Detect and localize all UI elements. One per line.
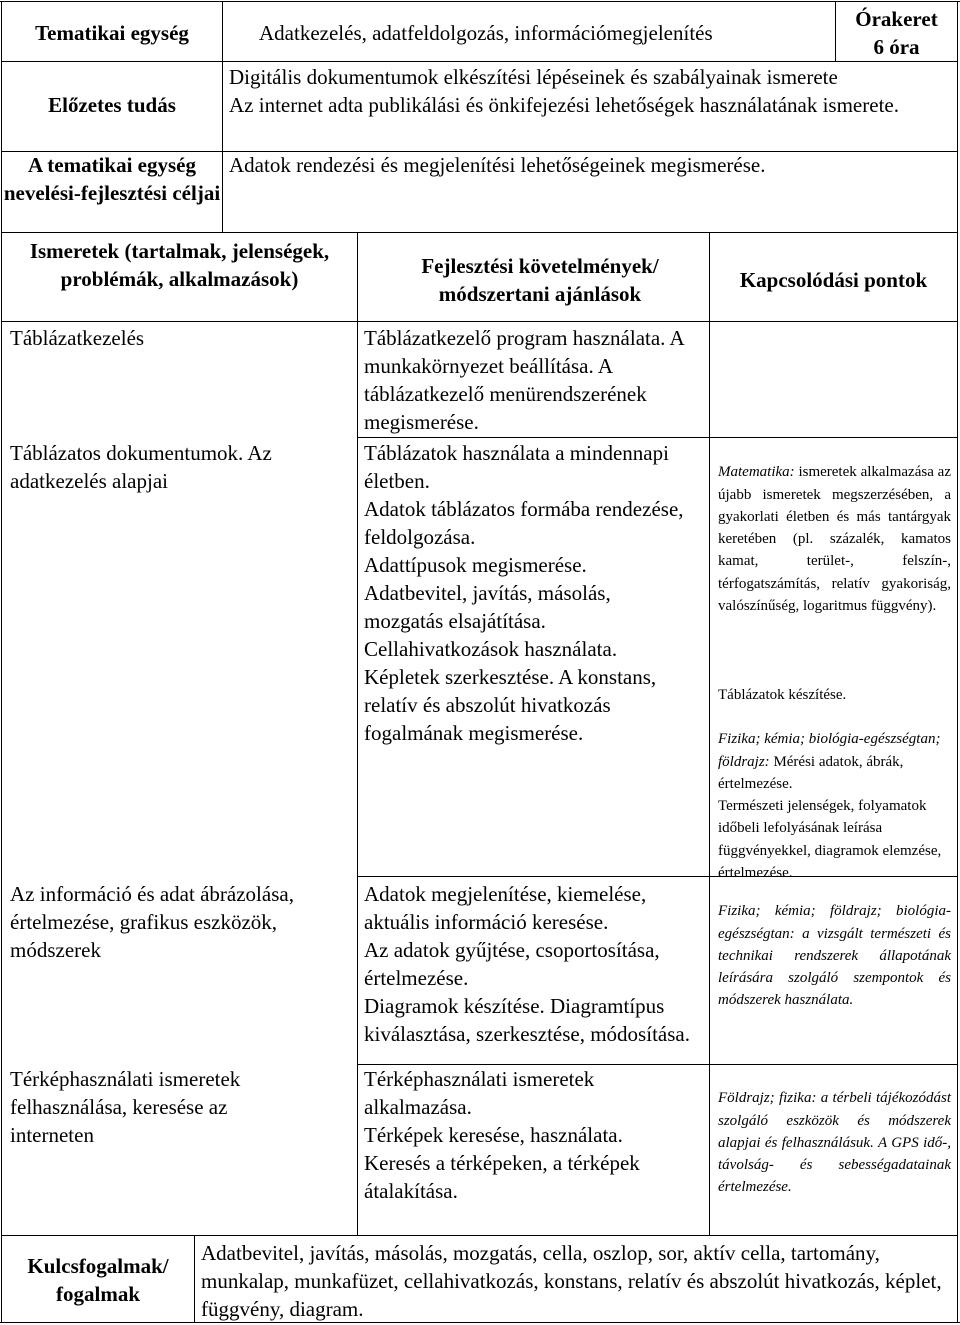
row1-requirements: Táblázatkezelő program használata. A munkakörnyezet beállítása. A táblázatkezelő menürendszerének megismerése. bbox=[364, 326, 684, 434]
col-header-links: Kapcsolódási pontok bbox=[739, 268, 928, 292]
border-top bbox=[0, 1, 960, 2]
row-line-colhead bbox=[1, 321, 958, 322]
row2-topic: Táblázatos dokumentumok. Az adatkezelés alapjai bbox=[10, 441, 272, 493]
col-header-knowledge: Ismeretek (tartalmak, jelenségek, problémák, alkalmazások) bbox=[29, 239, 330, 291]
row2-requirements: Táblázatok használata a mindennapi életben. Adatok táblázatos formába rendezése, feldolgozása. Adattípusok megismerése. Adatbevitel, javítás, másolás, mozgatás elsajátítása. Cellahivatkozások használata. Képletek szerkesztése. A konstans, relatív és abszolút hivatkozás fogalmának megismerése. bbox=[364, 441, 684, 745]
row-line-r1 bbox=[357, 437, 958, 438]
row2-links-subject: Matematika: bbox=[718, 464, 795, 481]
row3-links-subject: Fizika; kémia; földrajz; biológia-egészségtan: bbox=[718, 903, 951, 942]
row2-links-text: ismeretek alkalmazása az újabb ismeretek megszerzésében, a gyakorlati életben és más tantárgyak keretében (pl. százalék, kamatos kamat, terület-, felszín-, térfogatszámítás, relatív gyakoriság, valószínűség, logaritmus függvény). bbox=[718, 464, 951, 615]
header-label: Tematikai egység bbox=[35, 21, 189, 45]
hours-value: 6 óra bbox=[873, 35, 920, 59]
row2-links-extra: Táblázatok készítése. bbox=[718, 687, 847, 703]
header-title: Adatkezelés, adatfeldolgozás, információmegjelenítés bbox=[259, 21, 713, 45]
row1-topic: Táblázatkezelés bbox=[10, 326, 145, 350]
prerequisites-label: Előzetes tudás bbox=[48, 93, 176, 117]
row4-topic: Térképhasználati ismeretek felhasználása, keresése az interneten bbox=[10, 1067, 241, 1147]
row-line-3 bbox=[1, 232, 958, 233]
row-line-1 bbox=[1, 61, 958, 62]
row3-links-text: a vizsgált természeti és technikai rendszerek állapotának leírására szolgáló szempontok és módszerek használata. bbox=[718, 925, 951, 1009]
row4-requirements: Térképhasználati ismeretek alkalmazása. Térképek keresése, használata. Keresés a térképeken, a térképek átalakítása. bbox=[364, 1067, 640, 1203]
row4-links-text: a térbeli tájékozódást szolgáló eszközök és módszerek alapjai és felhasználásuk. A GPS idő-, távolság- és sebességadatainak értelmezése. bbox=[718, 1090, 951, 1196]
col-header-requirements: Fejlesztési követelmények/ módszertani ajánlások bbox=[421, 254, 659, 306]
row3-links bbox=[718, 878, 951, 1012]
row2-links-2 bbox=[718, 706, 951, 884]
row2-links2-subject: Fizika; kémia; biológia-egészségtan; földrajz: bbox=[718, 731, 941, 770]
divider-header-label bbox=[222, 1, 223, 232]
divider-keywords bbox=[194, 1235, 195, 1323]
col-divider-1 bbox=[357, 232, 358, 1235]
row4-links bbox=[718, 1065, 951, 1199]
row-line-keywords bbox=[1, 1235, 958, 1236]
row2-links2-text: Mérési adatok, ábrák, értelmezése. Természeti jelenségek, folyamatok időbeli lefolyásának leírása függvényekkel, diagramok elemzése, értelmezése. bbox=[718, 753, 942, 882]
row3-requirements: Adatok megjelenítése, kiemelése, aktuális információ keresése. Az adatok gyűjtése, csoportosítása, értelmezése. Diagramok készítése. Diagramtípus kiválasztása, szerkesztése, módosítása. bbox=[364, 882, 690, 1046]
goals-text: Adatok rendezési és megjelenítési lehetőségeinek megismerése. bbox=[229, 153, 766, 177]
col-divider-2 bbox=[709, 232, 710, 1235]
keywords-text: Adatbevitel, javítás, másolás, mozgatás, cella, oszlop, sor, aktív cella, tartomány, munkalap, munkafüzet, cellahivatkozás, konstans, relatív és abszolút hivatkozás, képlet, függvény, diagram. bbox=[201, 1241, 942, 1321]
row4-links-subject: Földrajz; fizika: bbox=[718, 1090, 817, 1107]
row2-links bbox=[718, 439, 951, 617]
row3-topic: Az információ és adat ábrázolása, értelmezése, grafikus eszközök, módszerek bbox=[10, 882, 294, 962]
border-right bbox=[957, 1, 958, 1323]
hours-label: Órakeret bbox=[855, 7, 938, 31]
goals-label: A tematikai egység nevelési-fejlesztési céljai bbox=[3, 153, 221, 205]
prerequisites-line-2: Az internet adta publikálási és önkifejezési lehetőségek használatának ismerete. bbox=[229, 93, 899, 117]
prerequisites-line-1: Digitális dokumentumok elkészítési lépéseinek és szabályainak ismerete bbox=[229, 65, 838, 89]
keywords-label: Kulcsfogalmak/ fogalmak bbox=[27, 1254, 169, 1306]
